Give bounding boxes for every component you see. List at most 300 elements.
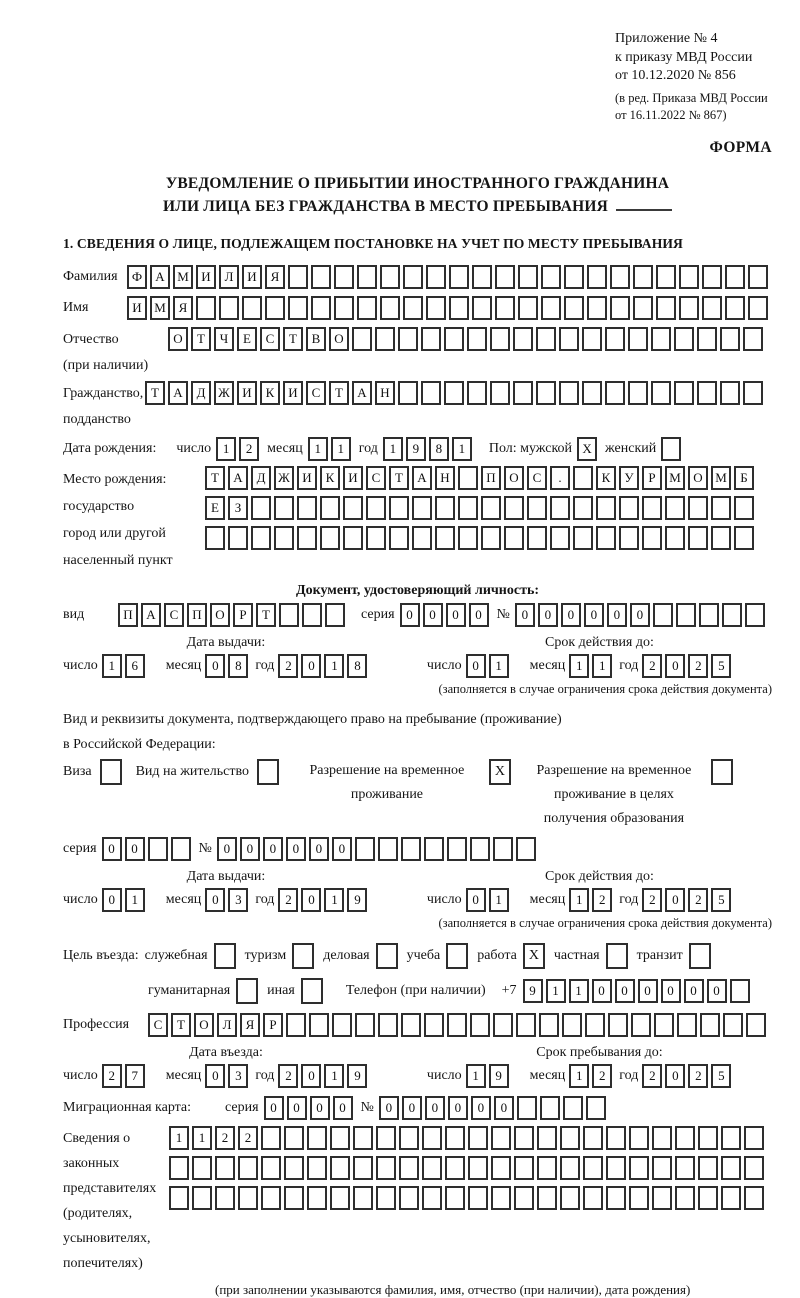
char-cell xyxy=(748,265,768,289)
char-cell: 0 xyxy=(332,837,352,861)
char-cell: 0 xyxy=(310,1096,330,1120)
char-cell: 2 xyxy=(642,888,662,912)
stay-until-month-cells xyxy=(569,1064,615,1088)
char-cell xyxy=(629,1186,649,1210)
char-cell: 0 xyxy=(125,837,145,861)
char-cell: Ж xyxy=(214,381,234,405)
char-cell: 1 xyxy=(216,437,236,461)
entry-year-cells xyxy=(278,1064,370,1088)
char-cell: 2 xyxy=(592,1064,612,1088)
identity-doc-note: (заполняется в случае ограничения срока действия документа) xyxy=(438,681,772,696)
char-cell xyxy=(688,496,708,520)
char-cell xyxy=(573,496,593,520)
char-cell xyxy=(261,1126,281,1150)
char-cell xyxy=(711,496,731,520)
char-cell xyxy=(481,526,501,550)
stay-valid-group: Срок действия до: число 0 1 месяц 1 2 год 2 0 2 5 xyxy=(427,869,772,912)
char-cell: 0 xyxy=(494,1096,514,1120)
representatives-row3 xyxy=(169,1186,767,1210)
char-cell xyxy=(412,496,432,520)
phone-prefix: +7 xyxy=(501,982,517,998)
char-cell: 6 xyxy=(125,654,145,678)
char-cell xyxy=(642,496,662,520)
char-cell: 2 xyxy=(278,654,298,678)
char-cell: 0 xyxy=(661,979,681,1003)
option-visa: Виза xyxy=(63,759,125,785)
char-cell xyxy=(192,1186,212,1210)
char-cell xyxy=(723,1013,743,1037)
char-cell: 0 xyxy=(102,837,122,861)
firstname-label: Имя xyxy=(63,299,89,315)
char-cell xyxy=(537,1126,557,1150)
identity-doc-dates xyxy=(63,635,772,678)
char-cell xyxy=(698,1186,718,1210)
char-cell: X xyxy=(577,437,597,461)
char-cell: 0 xyxy=(630,603,650,627)
birth-date-row xyxy=(63,437,772,461)
char-cell xyxy=(619,496,639,520)
char-cell xyxy=(697,327,717,351)
title-underline xyxy=(616,209,672,211)
char-cell xyxy=(674,327,694,351)
char-cell: 9 xyxy=(523,979,543,1003)
char-cell xyxy=(596,526,616,550)
stay-until-day-cells xyxy=(466,1064,512,1088)
char-cell xyxy=(376,1126,396,1150)
year-label: год xyxy=(358,440,378,456)
char-cell xyxy=(169,1186,189,1210)
identity-valid-group: Срок действия до: число 0 1 месяц 1 1 год 2 0 2 5 xyxy=(427,635,772,678)
char-cell: А xyxy=(352,381,372,405)
char-cell xyxy=(559,327,579,351)
char-cell xyxy=(583,1126,603,1150)
char-cell xyxy=(307,1126,327,1150)
char-cell: А xyxy=(228,466,248,490)
char-cell xyxy=(730,979,750,1003)
doc-number-cells xyxy=(515,603,768,627)
stay-issue-year-cells xyxy=(278,888,370,912)
char-cell xyxy=(689,943,711,969)
birth-place-row2 xyxy=(205,496,757,520)
char-cell: 1 xyxy=(466,1064,486,1088)
char-cell xyxy=(656,265,676,289)
char-cell xyxy=(711,759,733,785)
char-cell xyxy=(447,837,467,861)
char-cell xyxy=(435,496,455,520)
char-cell: 1 xyxy=(383,437,403,461)
mc-number-label: № xyxy=(360,1099,374,1115)
char-cell xyxy=(426,296,446,320)
char-cell xyxy=(560,1186,580,1210)
char-cell xyxy=(446,943,468,969)
stay-valid-year-cells xyxy=(642,888,734,912)
char-cell: П xyxy=(481,466,501,490)
char-cell xyxy=(490,381,510,405)
char-cell xyxy=(468,1186,488,1210)
char-cell xyxy=(734,496,754,520)
char-cell xyxy=(380,265,400,289)
char-cell: У xyxy=(619,466,639,490)
char-cell: 1 xyxy=(324,1064,344,1088)
char-cell xyxy=(214,943,236,969)
form-title-line1: УВЕДОМЛЕНИЕ О ПРИБЫТИИ ИНОСТРАННОГО ГРАЖДАНИНА xyxy=(165,174,670,192)
char-cell xyxy=(311,296,331,320)
char-cell xyxy=(334,296,354,320)
char-cell: Б xyxy=(734,466,754,490)
char-cell xyxy=(734,526,754,550)
citizenship-row xyxy=(63,381,772,433)
char-cell xyxy=(398,327,418,351)
surname-row xyxy=(63,265,772,289)
purpose-commercial-checkbox xyxy=(376,943,401,969)
char-cell xyxy=(633,265,653,289)
char-cell: 5 xyxy=(711,654,731,678)
char-cell xyxy=(537,1186,557,1210)
birth-day-cells xyxy=(216,437,262,461)
char-cell xyxy=(610,296,630,320)
char-cell xyxy=(468,1156,488,1180)
char-cell xyxy=(288,296,308,320)
char-cell xyxy=(302,603,322,627)
char-cell xyxy=(467,381,487,405)
char-cell xyxy=(679,296,699,320)
char-cell xyxy=(366,496,386,520)
char-cell xyxy=(527,526,547,550)
char-cell xyxy=(583,1186,603,1210)
char-cell xyxy=(493,837,513,861)
purpose-row1: Цель въезда: служебная туризм деловая учеба работа X частная транзит xyxy=(63,943,772,969)
char-cell: В xyxy=(306,327,326,351)
citizenship-cells xyxy=(145,381,766,405)
birth-place-rows xyxy=(205,466,757,556)
char-cell xyxy=(352,327,372,351)
char-cell: Я xyxy=(265,265,285,289)
char-cell: К xyxy=(320,466,340,490)
char-cell xyxy=(470,837,490,861)
char-cell xyxy=(279,603,299,627)
char-cell: Е xyxy=(237,327,257,351)
char-cell: Л xyxy=(219,265,239,289)
char-cell xyxy=(284,1156,304,1180)
char-cell xyxy=(398,381,418,405)
char-cell: Т xyxy=(171,1013,191,1037)
char-cell xyxy=(421,327,441,351)
char-cell xyxy=(320,496,340,520)
char-cell xyxy=(422,1126,442,1150)
char-cell xyxy=(536,381,556,405)
stay-number-label: № xyxy=(198,840,212,856)
char-cell xyxy=(744,1126,764,1150)
char-cell xyxy=(700,1013,720,1037)
char-cell: Т xyxy=(205,466,225,490)
stay-until-group: Срок пребывания до: число 1 9 месяц 1 2 год 2 0 2 5 xyxy=(427,1045,772,1088)
char-cell: С xyxy=(148,1013,168,1037)
char-cell xyxy=(366,526,386,550)
char-cell: . xyxy=(550,466,570,490)
char-cell: 0 xyxy=(707,979,727,1003)
char-cell xyxy=(628,381,648,405)
phone-label: Телефон (при наличии) xyxy=(345,982,486,998)
char-cell xyxy=(514,1156,534,1180)
char-cell xyxy=(353,1156,373,1180)
purpose-transit-checkbox xyxy=(689,943,714,969)
char-cell xyxy=(540,1096,560,1120)
representatives-row1 xyxy=(169,1126,767,1150)
char-cell xyxy=(399,1156,419,1180)
profession-cells xyxy=(148,1013,769,1037)
char-cell xyxy=(518,265,538,289)
char-cell xyxy=(725,265,745,289)
char-cell: 2 xyxy=(688,1064,708,1088)
form-word: ФОРМА xyxy=(709,138,772,156)
stay-series-cells xyxy=(102,837,194,861)
char-cell: 8 xyxy=(228,654,248,678)
char-cell xyxy=(564,296,584,320)
char-cell xyxy=(242,296,262,320)
char-cell xyxy=(702,265,722,289)
char-cell: 1 xyxy=(592,654,612,678)
char-cell xyxy=(257,759,279,785)
char-cell xyxy=(343,526,363,550)
profession-label: Профессия xyxy=(63,1016,130,1032)
char-cell xyxy=(491,1156,511,1180)
purpose-private-checkbox xyxy=(606,943,631,969)
char-cell xyxy=(517,1096,537,1120)
char-cell xyxy=(288,265,308,289)
purpose-work-checkbox xyxy=(523,943,548,969)
issue-title: Дата выдачи: xyxy=(186,634,266,650)
char-cell xyxy=(332,1013,352,1037)
char-cell: 1 xyxy=(308,437,328,461)
stay-until-year-cells xyxy=(642,1064,734,1088)
char-cell: 0 xyxy=(287,1096,307,1120)
char-cell xyxy=(490,327,510,351)
sex-female-label: женский xyxy=(605,440,657,456)
patronymic-label: Отчество (при наличии) xyxy=(63,331,149,373)
form-title-line2: ИЛИ ЛИЦА БЕЗ ГРАЖДАНСТВА В МЕСТО ПРЕБЫВАНИЯ xyxy=(63,195,772,218)
char-cell xyxy=(587,296,607,320)
char-cell: 8 xyxy=(429,437,449,461)
char-cell xyxy=(605,327,625,351)
option-residence-permit: Вид на жительство xyxy=(136,759,282,785)
char-cell: 0 xyxy=(240,837,260,861)
stay-doc-intro2: в Российской Федерации: xyxy=(63,736,216,752)
char-cell: И xyxy=(242,265,262,289)
char-cell: А xyxy=(168,381,188,405)
sex-male-checkbox xyxy=(577,437,600,461)
char-cell: 2 xyxy=(592,888,612,912)
char-cell xyxy=(378,837,398,861)
birth-place-block xyxy=(63,466,772,574)
char-cell: 1 xyxy=(569,654,589,678)
char-cell: 1 xyxy=(569,1064,589,1088)
entry-date-group: Дата въезда: число 2 7 месяц 0 3 год 2 0 1 9 xyxy=(63,1045,389,1088)
stay-doc-series-row xyxy=(63,837,772,861)
char-cell xyxy=(205,526,225,550)
char-cell xyxy=(491,1186,511,1210)
char-cell: Е xyxy=(205,496,225,520)
char-cell xyxy=(677,1013,697,1037)
char-cell xyxy=(261,1186,281,1210)
char-cell xyxy=(376,1186,396,1210)
issue-month-cells xyxy=(205,654,251,678)
char-cell xyxy=(330,1156,350,1180)
char-cell: 0 xyxy=(301,654,321,678)
char-cell: 0 xyxy=(466,888,486,912)
char-cell xyxy=(353,1186,373,1210)
birth-place-row3 xyxy=(205,526,757,550)
char-cell xyxy=(629,1126,649,1150)
char-cell xyxy=(619,526,639,550)
char-cell xyxy=(403,296,423,320)
identity-doc-heading: Документ, удостоверяющий личность: xyxy=(295,582,540,598)
char-cell xyxy=(261,1156,281,1180)
char-cell: 2 xyxy=(278,1064,298,1088)
char-cell xyxy=(380,296,400,320)
char-cell: 1 xyxy=(102,654,122,678)
valid-month-cells xyxy=(569,654,615,678)
char-cell xyxy=(541,265,561,289)
option-temp-permit: Разрешение на временное проживание X xyxy=(293,759,514,807)
char-cell xyxy=(458,526,478,550)
char-cell: 0 xyxy=(301,1064,321,1088)
char-cell xyxy=(605,381,625,405)
char-cell xyxy=(720,381,740,405)
char-cell: 0 xyxy=(561,603,581,627)
char-cell: К xyxy=(260,381,280,405)
valid-day-cells xyxy=(466,654,512,678)
char-cell xyxy=(743,381,763,405)
char-cell xyxy=(274,526,294,550)
char-cell xyxy=(514,1186,534,1210)
char-cell: 2 xyxy=(642,1064,662,1088)
char-cell: И xyxy=(343,466,363,490)
doc-series-label: серия xyxy=(361,606,395,622)
char-cell xyxy=(675,1156,695,1180)
char-cell xyxy=(564,265,584,289)
char-cell xyxy=(458,466,478,490)
char-cell: 0 xyxy=(333,1096,353,1120)
char-cell: Т xyxy=(329,381,349,405)
char-cell xyxy=(748,296,768,320)
char-cell xyxy=(435,526,455,550)
char-cell xyxy=(292,943,314,969)
char-cell: Д xyxy=(191,381,211,405)
birth-year-cells xyxy=(383,437,475,461)
char-cell: Т xyxy=(256,603,276,627)
char-cell xyxy=(642,526,662,550)
char-cell xyxy=(606,1186,626,1210)
char-cell xyxy=(330,1126,350,1150)
char-cell: 0 xyxy=(448,1096,468,1120)
char-cell xyxy=(307,1156,327,1180)
char-cell: Ж xyxy=(274,466,294,490)
char-cell: А xyxy=(412,466,432,490)
char-cell xyxy=(238,1156,258,1180)
phone-cells xyxy=(523,979,753,1003)
representatives-block xyxy=(63,1126,772,1276)
char-cell: 0 xyxy=(615,979,635,1003)
doc-number-label: № xyxy=(496,606,510,622)
char-cell: 0 xyxy=(217,837,237,861)
migration-card-label: Миграционная карта: xyxy=(63,1099,192,1115)
valid-title: Срок действия до: xyxy=(545,634,654,650)
char-cell xyxy=(297,526,317,550)
identity-issue-group: Дата выдачи: число 1 6 месяц 0 8 год 2 0 1 8 xyxy=(63,635,389,678)
char-cell: 0 xyxy=(665,888,685,912)
char-cell: Ф xyxy=(127,265,147,289)
char-cell xyxy=(449,296,469,320)
char-cell: 0 xyxy=(466,654,486,678)
purpose-humanitarian-checkbox xyxy=(236,978,261,1004)
char-cell: 2 xyxy=(278,888,298,912)
char-cell xyxy=(560,1156,580,1180)
purpose-study-checkbox xyxy=(446,943,471,969)
char-cell: 1 xyxy=(489,888,509,912)
char-cell xyxy=(297,496,317,520)
char-cell: 3 xyxy=(228,1064,248,1088)
char-cell: 9 xyxy=(347,1064,367,1088)
representatives-note: (при заполнении указываются фамилия, имя, отчество (при наличии), дата рождения) xyxy=(215,1281,691,1297)
char-cell xyxy=(676,603,696,627)
char-cell: 9 xyxy=(406,437,426,461)
char-cell: Т xyxy=(389,466,409,490)
char-cell: О xyxy=(210,603,230,627)
char-cell xyxy=(401,1013,421,1037)
char-cell xyxy=(284,1126,304,1150)
char-cell: 2 xyxy=(688,654,708,678)
char-cell xyxy=(481,496,501,520)
stay-doc-intro1: Вид и реквизиты документа, подтверждающего право на пребывание (проживание) xyxy=(63,711,562,727)
char-cell: 1 xyxy=(169,1126,189,1150)
char-cell: З xyxy=(228,496,248,520)
form-content xyxy=(63,30,772,1298)
stay-issue-day-cells xyxy=(102,888,148,912)
char-cell: С xyxy=(527,466,547,490)
char-cell: X xyxy=(523,943,545,969)
char-cell: 0 xyxy=(446,603,466,627)
char-cell xyxy=(375,327,395,351)
char-cell xyxy=(284,1186,304,1210)
char-cell xyxy=(698,1156,718,1180)
char-cell xyxy=(720,327,740,351)
char-cell: 0 xyxy=(379,1096,399,1120)
visa-checkbox xyxy=(100,759,125,785)
char-cell xyxy=(491,1126,511,1150)
char-cell xyxy=(541,296,561,320)
char-cell xyxy=(725,296,745,320)
char-cell xyxy=(721,1126,741,1150)
char-cell: X xyxy=(489,759,511,785)
annex-line: к приказу МВД России xyxy=(615,49,753,65)
char-cell xyxy=(447,1013,467,1037)
char-cell: 2 xyxy=(102,1064,122,1088)
char-cell xyxy=(330,1186,350,1210)
purpose-business-checkbox xyxy=(214,943,239,969)
surname-cells xyxy=(127,265,771,289)
char-cell: 1 xyxy=(546,979,566,1003)
char-cell xyxy=(219,296,239,320)
option-edu-permit: Разрешение на временное проживание в целях получения образования xyxy=(525,759,736,831)
char-cell: 0 xyxy=(102,888,122,912)
char-cell: О xyxy=(329,327,349,351)
char-cell xyxy=(238,1186,258,1210)
char-cell xyxy=(445,1126,465,1150)
stay-valid-month-cells xyxy=(569,888,615,912)
char-cell: 3 xyxy=(228,888,248,912)
char-cell xyxy=(674,381,694,405)
birth-place-row1 xyxy=(205,466,757,490)
